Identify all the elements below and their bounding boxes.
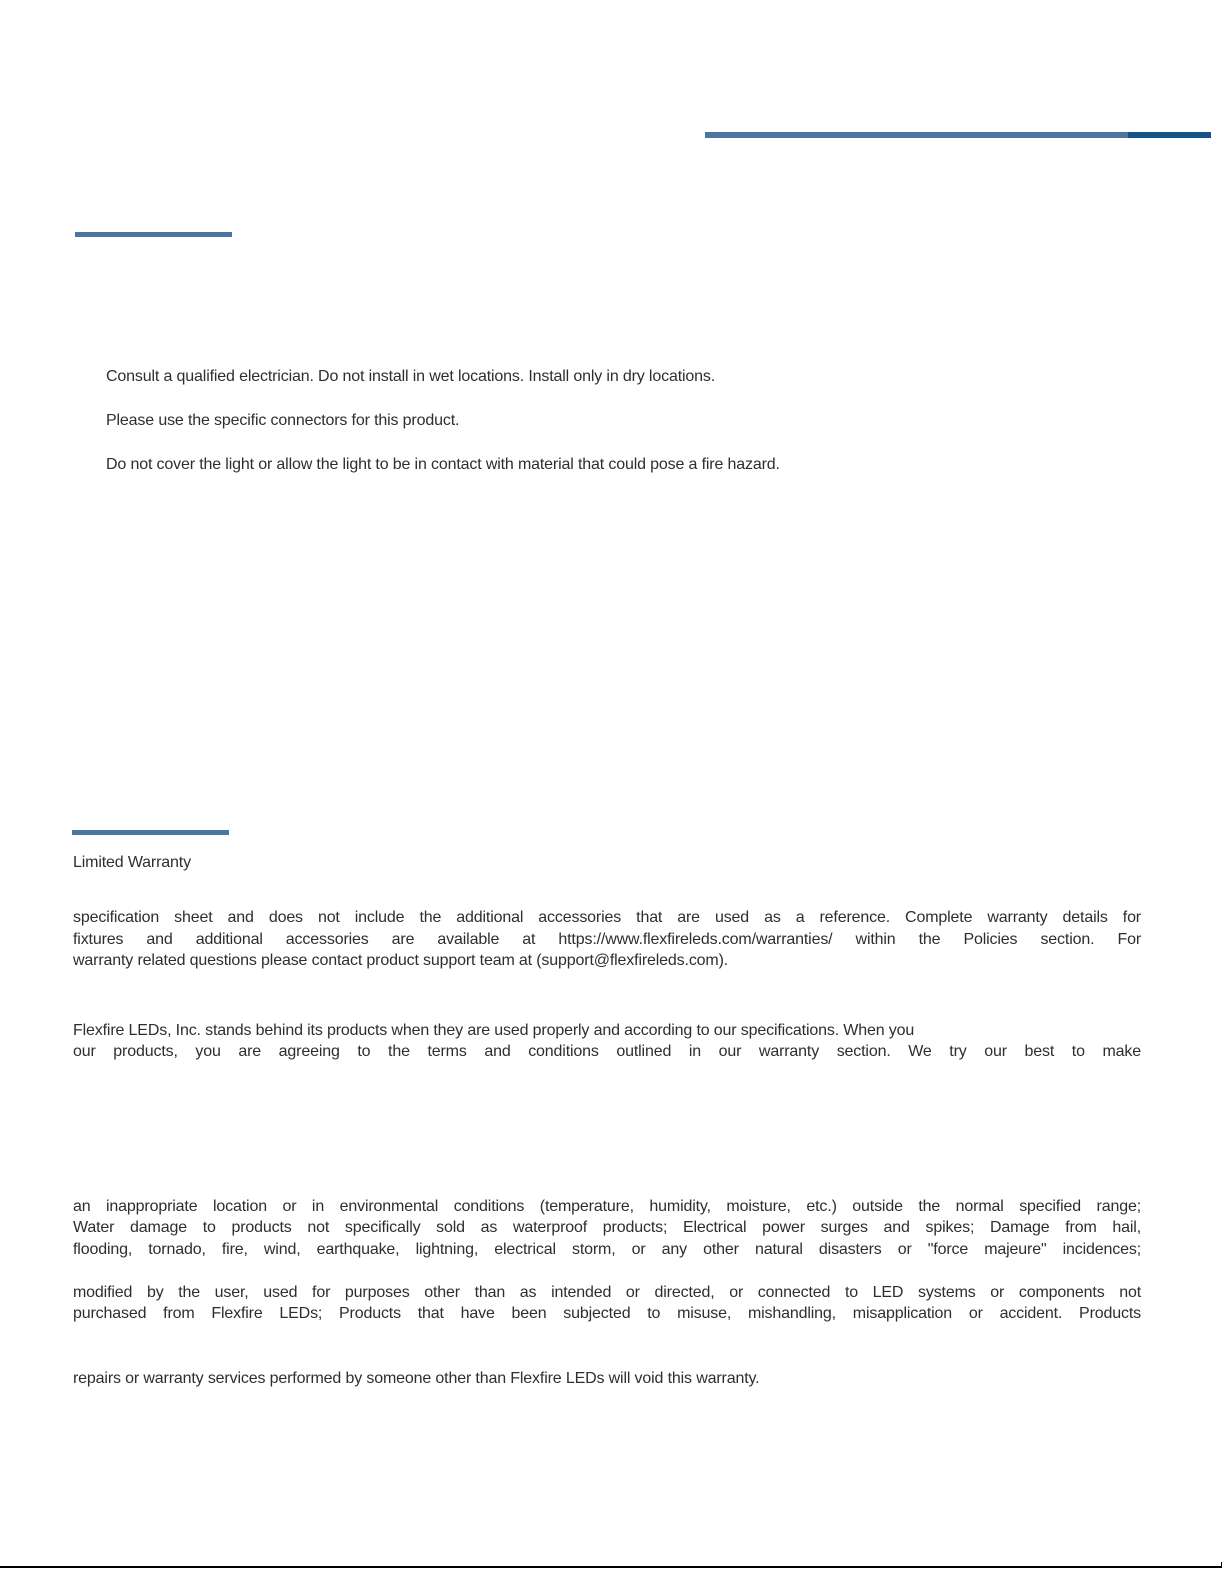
warranty-paragraph-line: fixtures and additional accessories are available at https://www.flexfireleds.com/warranties/ within the Policies section. For [73, 931, 1141, 948]
header-accent-bar-dark [1128, 132, 1211, 138]
warranty-paragraph-line: our products, you are agreeing to the terms and conditions outlined in our warranty section. We try our best to make [73, 1043, 1141, 1060]
warranty-heading: Limited Warranty [73, 854, 191, 871]
page-bottom-rule [0, 1566, 1222, 1568]
warranty-paragraph-line: modified by the user, used for purposes other than as intended or directed, or connected to LED systems or components not [73, 1284, 1141, 1301]
warranty-paragraph-line: flooding, tornado, fire, wind, earthquake, lightning, electrical storm, or any other natural disasters or "force majeure" incidences; [73, 1241, 1141, 1258]
warranty-paragraph-line: repairs or warranty services performed by someone other than Flexfire LEDs will void this warranty. [73, 1370, 760, 1387]
warranty-paragraph-line: warranty related questions please contact product support team at (support@flexfireleds.com). [73, 952, 729, 969]
warranty-paragraph-line: Flexfire LEDs, Inc. stands behind its products when they are used properly and according to our specifications. When you [73, 1022, 915, 1039]
section-divider-warranty [72, 830, 229, 835]
header-accent-bar [705, 132, 1128, 138]
safety-item: Please use the specific connectors for this product. [106, 412, 460, 429]
section-divider-safety [75, 232, 232, 237]
safety-item: Consult a qualified electrician. Do not install in wet locations. Install only in dry locations. [106, 368, 716, 385]
page-bottom-rule-tick [1221, 1562, 1222, 1568]
safety-item: Do not cover the light or allow the light to be in contact with material that could pose a fire hazard. [106, 456, 780, 473]
warranty-paragraph-line: Water damage to products not specifically sold as waterproof products; Electrical power surges and spikes; Damage from hail, [73, 1219, 1141, 1236]
warranty-paragraph-line: specification sheet and does not include the additional accessories that are used as a reference. Complete warranty details for [73, 909, 1141, 926]
warranty-paragraph-line: an inappropriate location or in environmental conditions (temperature, humidity, moisture, etc.) outside the normal specified range; [73, 1198, 1141, 1215]
warranty-paragraph-line: purchased from Flexfire LEDs; Products that have been subjected to misuse, mishandling, misapplication or accident. Products [73, 1305, 1141, 1322]
